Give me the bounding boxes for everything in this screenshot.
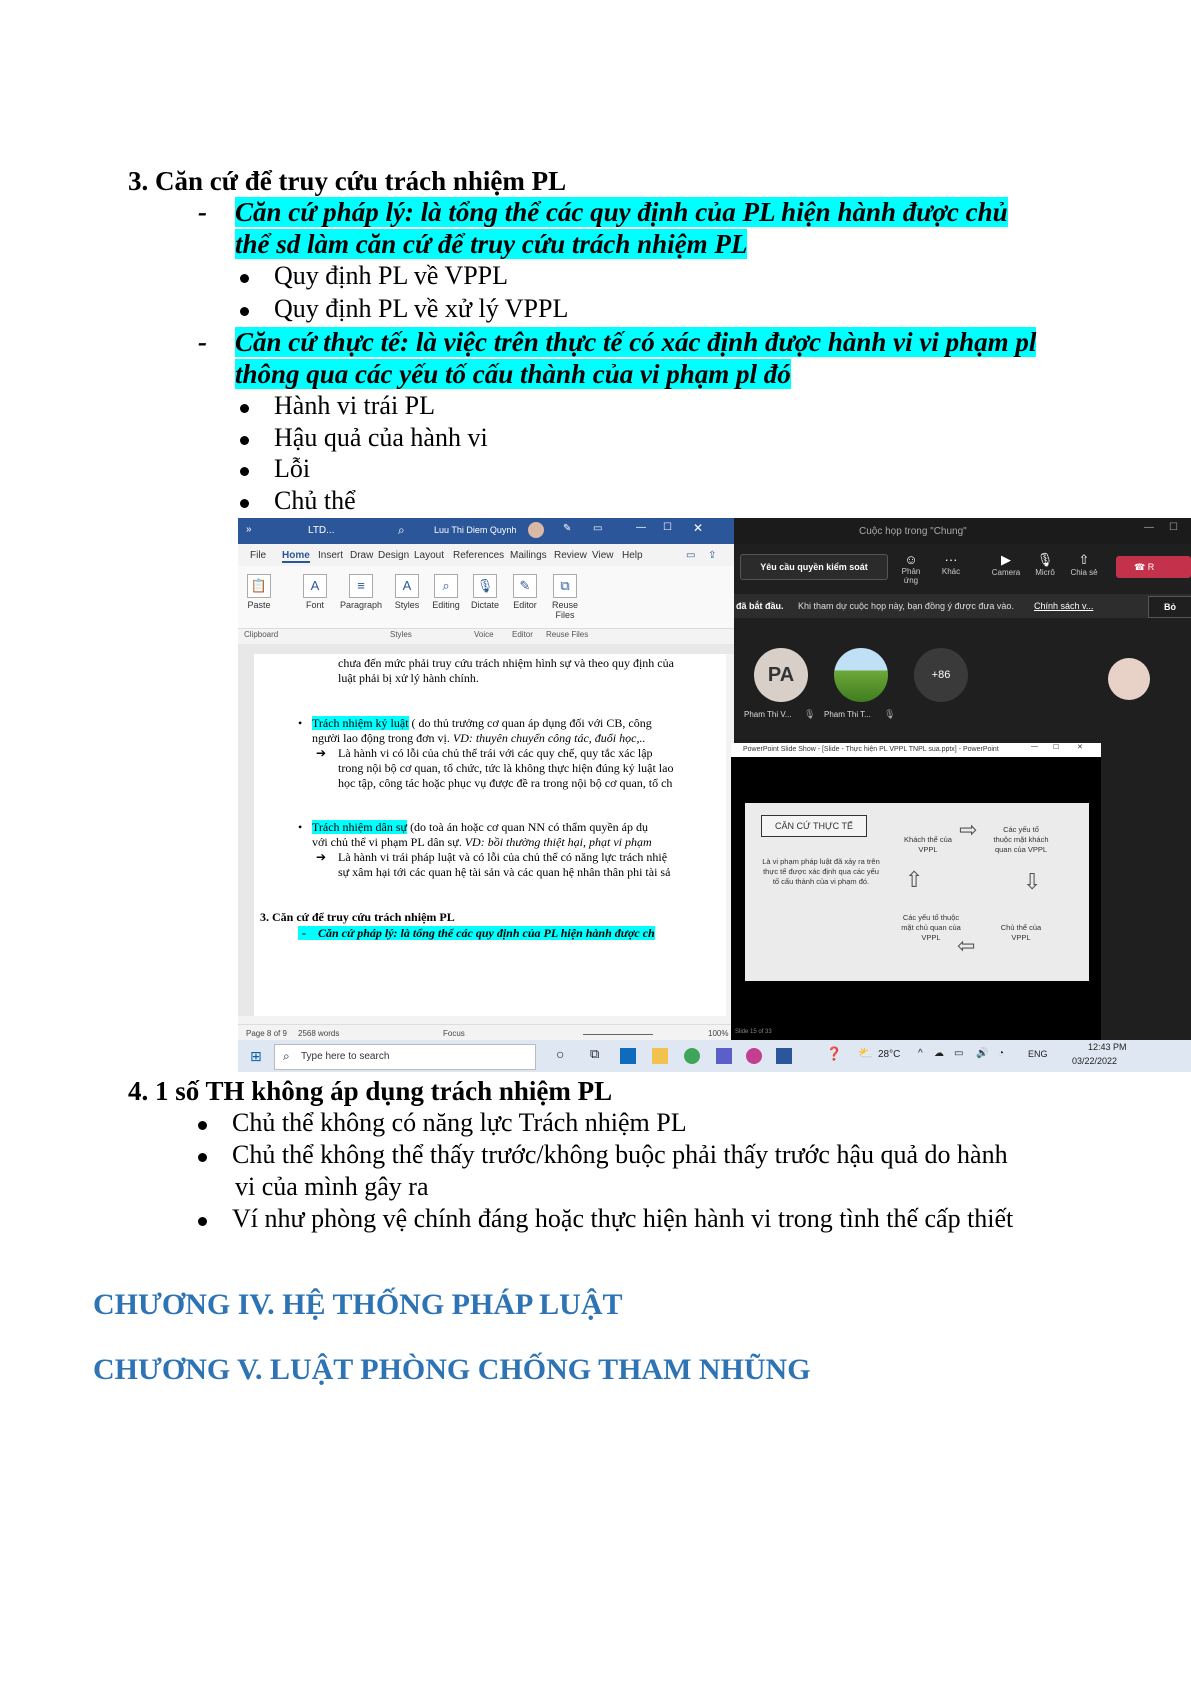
bullet-dot-icon [240,307,249,316]
reuse-files-icon: ⧉ [553,574,577,598]
focus-button[interactable]: Focus [443,1029,465,1038]
page-line: chưa đến mức phải truy cứu trách nhiệm hình sự và theo quy định của [338,656,674,670]
page-line [312,716,652,731]
section-4-heading: 4. 1 số TH không áp dụng trách nhiệm PL [128,1076,613,1106]
bullet-text: Chủ thể không thể thấy trước/không buộc phải thấy trước hậu quả do hành [232,1140,1008,1169]
bullet-item [198,1107,687,1139]
page-line: sự xâm hại tới các quan hệ tài sản và các quan hệ nhân thân phi tài sả [338,865,671,879]
menu-help[interactable]: Help [622,550,643,561]
page-count[interactable]: Page 8 of 9 [246,1029,287,1038]
bullet-dot-icon [198,1121,207,1130]
practical-basis-line-1 [235,326,1036,358]
word-ribbon [238,566,734,629]
bullet-dot-icon [240,436,249,445]
powerpoint-window [731,743,1101,1041]
mic-off-icon: 🎙 [1036,552,1054,567]
participant-name: Pham Thi V... [744,710,792,719]
minimize-icon[interactable]: — [636,522,646,533]
menu-home[interactable]: Home [282,550,310,561]
arrow-down-icon: ⇩ [1023,869,1042,894]
mic-off-icon: 🎙 [884,709,896,719]
mic-label: Micrô [1035,568,1055,577]
reuse-label: Reuse Files [551,600,578,620]
menu-review[interactable]: Review [554,550,587,561]
leave-label: R [1147,562,1155,572]
highlight-text: Căn cứ pháp lý: là tổng thể các quy định của PL hiện hành được ch [318,926,655,940]
close-icon[interactable]: ✕ [693,521,704,535]
notice-text: Khi tham dự cuộc họp này, bạn đồng ý được đưa vào. [798,601,1014,611]
file-explorer-icon[interactable] [652,1048,668,1064]
clock-time[interactable]: 12:43 PM [1088,1042,1127,1052]
highlight-text: Trách nhiệm dân sự [312,820,408,834]
styles-label: Styles [394,600,420,610]
editing-label: Editing [432,600,460,610]
cycle-label: Khách thể của VPPL [904,835,952,854]
reaction-icon: ☺ [904,552,918,567]
dictate-button[interactable] [468,574,502,610]
pen-icon[interactable]: ✎ [563,523,572,534]
volume-icon[interactable]: 🔊 [976,1048,989,1059]
notice-bar [734,594,1191,618]
share-icon: ⇧ [1078,552,1090,567]
slide-description: Là vi phạm pháp luật đã xảy ra trên thực tế được xác định qua các yếu tố cấu thành của vi phạm đó. [762,857,880,886]
arrow-right-icon: ⇨ [959,817,978,842]
bullet-item [198,1203,1013,1235]
bullet-dot-icon: • [298,820,303,834]
bullet-dot-icon [198,1217,207,1226]
weather-icon[interactable]: ⛅ [858,1046,873,1060]
legal-basis-text-1: Căn cứ pháp lý: là tổng thể các quy định của PL hiện hành được chủ [235,197,1008,227]
dash-marker: - [198,327,207,357]
practical-basis-text-2: thông qua các yếu tố cấu thành của vi phạm pl đó [235,359,791,389]
font-button[interactable] [300,574,330,610]
page-line: luật phải bị xử lý hành chính. [338,671,479,685]
taskbar [238,1040,1191,1072]
word-count[interactable]: 2568 words [298,1029,340,1038]
group-label: Voice [474,630,494,639]
arrow-icon: ➔ [316,850,327,864]
bullet-text: Hậu quả của hành vi [274,423,488,452]
group-label: Styles [390,630,412,639]
page-text-italic: VD: thuyên chuyển công tác, đuổi học,.. [452,731,646,745]
zoom-level[interactable]: 100% [708,1029,729,1038]
windows-start-icon[interactable]: ⊞ [250,1048,262,1064]
bullet-dot-icon [240,499,249,508]
maximize-icon[interactable]: ☐ [663,522,672,533]
page-text: người lao động trong đơn vị. [312,731,453,745]
page-line: - Căn cứ pháp lý: là tổng thể các quy định của PL hiện hành được ch [298,926,655,941]
page-text: với chủ thể vi phạm PL dân sự. [312,835,465,849]
vertical-ruler[interactable] [238,654,254,1016]
menu-layout[interactable]: Layout [414,550,445,561]
leave-button[interactable] [1116,556,1191,578]
bullet-continuation: vi của mình gây ra [235,1172,429,1201]
avatar[interactable] [834,648,888,702]
page-line: Là hành vi trái pháp luật và có lỗi của chủ thể có năng lực trách nhiệ [338,850,668,864]
dismiss-button[interactable]: Bỏ [1148,596,1191,618]
taskbar-search[interactable] [274,1044,536,1070]
bullet-item [240,390,435,422]
bullet-item [240,260,508,292]
bullet-item [240,422,488,454]
maximize-icon[interactable]: ☐ [1053,744,1060,751]
maximize-icon[interactable]: ☐ [1169,522,1178,533]
document-page[interactable] [254,654,726,1016]
paragraph-label: Paragraph [339,600,383,610]
practical-basis-line-2 [235,358,791,390]
doc-title: LTD... [308,525,335,536]
help-icon[interactable]: ❓ [826,1046,843,1061]
practical-basis-text-1: Căn cứ thực tế: là việc trên thực tế có xác định được hành vi vi phạm pl [235,327,1037,357]
page-heading: 3. Căn cứ để truy cứu trách nhiệm PL [260,910,455,924]
clock-date[interactable]: 03/22/2022 [1072,1056,1118,1066]
horizontal-ruler[interactable] [238,644,734,654]
task-view-icon[interactable]: ⧉ [590,1046,600,1061]
share-icon[interactable]: ⇪ [708,550,717,561]
legal-basis-line-1 [235,196,1075,228]
share-label: Chia sẻ [1070,568,1098,577]
bullet-dot-icon [240,274,249,283]
bullet-dot-icon [198,1153,207,1162]
word-menu-bar [238,544,734,566]
section-3-heading: 3. Căn cứ để truy cứu trách nhiệm PL [128,166,567,196]
chapter-4-heading: CHƯƠNG IV. HỆ THỐNG PHÁP LUẬT [93,1288,623,1321]
slide-counter: Slide 15 of 33 [735,1029,772,1035]
styles-icon: A [395,574,419,598]
menu-file[interactable]: File [250,550,267,561]
mic-button[interactable] [1028,552,1062,577]
wifi-icon[interactable]: ◔ [998,1048,1005,1059]
share-button[interactable] [1067,552,1101,577]
app-icon[interactable] [746,1048,762,1064]
bullet-item [240,453,310,485]
notice-bold: đã bắt đầu. [736,601,784,611]
reaction-button[interactable] [894,552,928,585]
bullet-item [240,485,356,517]
bullet-dot-icon [240,404,249,413]
arrow-up-icon: ⇧ [905,867,924,892]
battery-icon[interactable]: ▭ [954,1048,964,1059]
dictate-label: Dictate [470,600,499,610]
ribbon-display-icon[interactable]: ▭ [593,523,603,534]
tray-chevron-icon[interactable]: ^ [918,1048,923,1059]
menu-references[interactable]: References [453,550,505,561]
reaction-label: Phản ứng [901,567,921,585]
cycle-label: Chủ thể của VPPL [1000,923,1042,942]
slide-title-box: CĂN CỨ THỰC TẾ [761,815,867,837]
reuse-files-button[interactable] [548,574,582,620]
bullet-text: Quy định PL về VPPL [274,261,509,290]
editing-button[interactable] [428,574,464,610]
meeting-title: Cuộc họp trong "Chung" [859,526,967,537]
chrome-icon[interactable] [684,1048,700,1064]
privacy-link[interactable]: Chính sách v... [1034,601,1094,611]
word-window [238,518,734,1040]
avatar[interactable] [1108,658,1150,700]
page-line [312,820,648,835]
temperature[interactable]: 28°C [878,1049,901,1060]
clipboard-icon: 📋 [247,574,271,598]
editor-label: Editor [513,600,537,610]
bullet-dot-icon [240,467,249,476]
teams-icon[interactable] [716,1048,732,1064]
editor-button[interactable] [508,574,542,610]
search-placeholder: Type here to search [301,1051,390,1062]
group-label: Clipboard [244,630,279,639]
camera-button[interactable] [989,552,1023,577]
bullet-text: Chủ thể không có năng lực Trách nhiệm PL [232,1108,687,1137]
styles-button[interactable] [390,574,424,610]
embedded-screenshot [238,518,1191,1072]
editor-pen-icon: ✎ [513,574,537,598]
avatar[interactable]: PA [754,648,808,702]
more-participants[interactable]: +86 [914,648,968,702]
cortana-icon[interactable]: ○ [556,1046,565,1062]
page-line: học tập, công tác hoặc phục vụ được đề ra trong nội bộ cơ quan, tổ ch [338,776,673,790]
page-text: (do toà án hoặc cơ quan NN có thẩm quyền áp dụ [407,820,648,834]
teams-title-bar [734,518,1191,544]
user-name: Luu Thi Diem Quynh [434,525,517,535]
more-label: Khác [941,567,961,576]
search-icon: ⌕ [283,1049,290,1063]
highlight-text: Trách nhiệm kỷ luật [312,716,409,730]
mic-off-icon: 🎙 [804,709,816,719]
page-line: Là hành vi có lỗi của chủ thể trái với các quy chế, quy tắc xác lập [338,746,653,760]
cycle-label: Các yếu tố thuộc mặt khách quan của VPPL [993,825,1049,854]
language-indicator[interactable]: ENG [1028,1049,1048,1059]
onedrive-icon[interactable]: ☁ [934,1048,944,1059]
group-label: Editor [512,630,533,639]
bullet-text: Chủ thể [274,486,356,515]
more-button[interactable] [934,552,968,576]
font-label: Font [305,600,324,610]
legal-basis-text-2: thể sd làm căn cứ để truy cứu trách nhiệm PL [235,229,748,259]
outlook-icon[interactable] [620,1048,636,1064]
ppt-title-bar [731,743,1101,757]
overflow-icon[interactable]: » [246,524,252,535]
menu-design[interactable]: Design [378,550,410,561]
arrow-icon: ➔ [316,746,327,760]
paste-button[interactable] [244,574,274,610]
bullet-text: Quy định PL về xử lý VPPL [274,294,569,323]
bullet-item [240,293,568,325]
comment-icon[interactable]: ▭ [686,550,696,561]
paragraph-icon: ≡ [349,574,373,598]
minimize-icon[interactable]: — [1031,743,1038,750]
request-control-button[interactable]: Yêu cầu quyền kiểm soát [740,554,888,580]
avatar[interactable] [528,522,544,538]
paragraph-button[interactable] [338,574,384,610]
page-text-italic: VD: bồi thường thiệt hại, phạt vi phạm [464,835,652,849]
page-line [312,835,652,850]
menu-draw[interactable]: Draw [350,550,374,561]
menu-view[interactable]: View [592,550,614,561]
group-label: Reuse Files [546,630,589,639]
microphone-icon: 🎙 [473,574,497,598]
menu-insert[interactable]: Insert [318,550,344,561]
bullet-text: Lỗi [274,454,311,483]
page-line: trong nội bộ cơ quan, tổ chức, tức là không thực hiện đúng kỷ luật lao [338,761,674,775]
bullet-text: Ví như phòng vệ chính đáng hoặc thực hiện hành vi trong tình thế cấp thiết [232,1204,1014,1233]
magnifier-icon: ⌕ [434,574,458,598]
minimize-icon[interactable]: — [1144,522,1154,533]
page-text: ( do thủ trưởng cơ quan áp dụng đối với CB, công [408,716,652,730]
bullet-item [198,1139,1008,1171]
page-line [312,731,645,746]
font-icon: A [303,574,327,598]
bullet-dot-icon: • [298,716,303,730]
participant-name: Pham Thi T... [824,710,871,719]
ppt-title: PowerPoint Slide Show - [Slide - Thực hiện PL VPPL TNPL sua.pptx] - PowerPoint [743,746,999,753]
zoom-slider[interactable] [583,1034,653,1035]
search-icon[interactable]: ⌕ [398,523,405,537]
menu-mailings[interactable]: Mailings [510,550,547,561]
bullet-text: Hành vi trái PL [274,391,436,420]
cycle-label: Các yếu tố thuộc mặt chủ quan của VPPL [901,913,961,942]
phone-icon: ☎ [1134,562,1148,572]
arrow-left-icon: ⇦ [957,933,976,958]
close-icon[interactable]: ✕ [1077,744,1083,751]
dash-marker: - [198,197,207,227]
word-title-bar [238,518,734,544]
more-icon: ··· [944,552,958,567]
paste-label: Paste [247,600,271,610]
slide[interactable] [745,803,1089,981]
chapter-5-heading: CHƯƠNG V. LUẬT PHÒNG CHỐNG THAM NHŨNG [93,1353,811,1386]
camera-off-icon: ▶ [1001,552,1011,567]
camera-label: Camera [991,568,1021,577]
legal-basis-line-2 [235,228,747,260]
word-icon[interactable] [776,1048,792,1064]
